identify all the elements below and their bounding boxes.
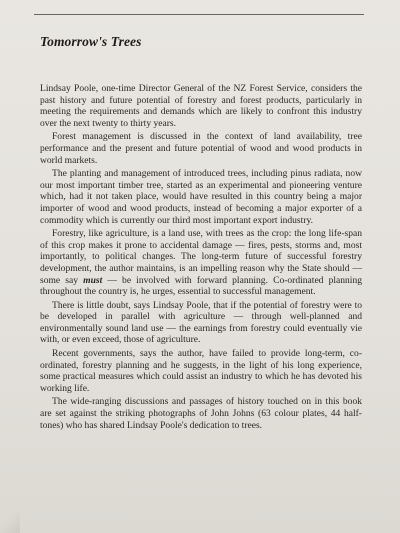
top-divider [34,14,364,15]
page-corner-shadow [0,508,20,533]
paragraph-potential: There is little doubt, says Lindsay Poole, that if the potential of forestry were to be developed in parallel with agriculture — through well-planned and environmentally sound land use — the earnings from forestry could eventually vie with, or even exceed, those of agriculture. [40,299,362,346]
paragraph-intro: Lindsay Poole, one-time Director General of the NZ Forest Service, considers the past history and future potential of forestry and forest products, particularly in meeting the requirements and demands which are likely to confront this industry over the next twenty to thirty years. [40,83,362,129]
paragraph-governments: Recent governments, says the author, have failed to provide long-term, co-ordinated, forestry planning and he suggests, in the light of his long experience, some practical measures which could assist an industry to which he has devoted his working life. [40,348,362,394]
book-title: Tomorrow's Trees [40,34,142,49]
emphasis-must: must [83,274,103,286]
paragraph-photographs: The wide-ranging discussions and passages of history touched on in this book are set against the striking photographs of John Johns (63 colour plates, 44 half-tones) who has shared Lindsay Poole's dedication to trees. [40,396,362,431]
paragraph-land-use-before: Forestry, like agriculture, is a land use, with trees as the crop: the long life-span of this crop makes it prone to accidental damage — fires, pests, storms and, most importantly, to political changes. The long-term future of successful forestry development, the author maintains, is an impelling reason why the State should — some say [40,228,362,286]
blurb-text [40,83,362,431]
paragraph-introduced-trees: The planting and management of introduced trees, including pinus radiata, now our most important timber tree, started as an experimental and pioneering venture which, had it not taken place, would have resulted in this country being a major importer of wood and wood products, instead of becoming a major exporter of a commodity which is currently our third most important export industry. [40,168,362,226]
paragraph-forest-management: Forest management is discussed in the context of land availability, tree performance and the present and future potential of wood and wood products in world markets. [40,131,362,166]
paragraph-land-use-after: — be involved with forward planning. Co-ordinated planning throughout the country is, he urges, essential to successful management. [40,274,362,298]
paragraph-land-use [40,228,362,298]
